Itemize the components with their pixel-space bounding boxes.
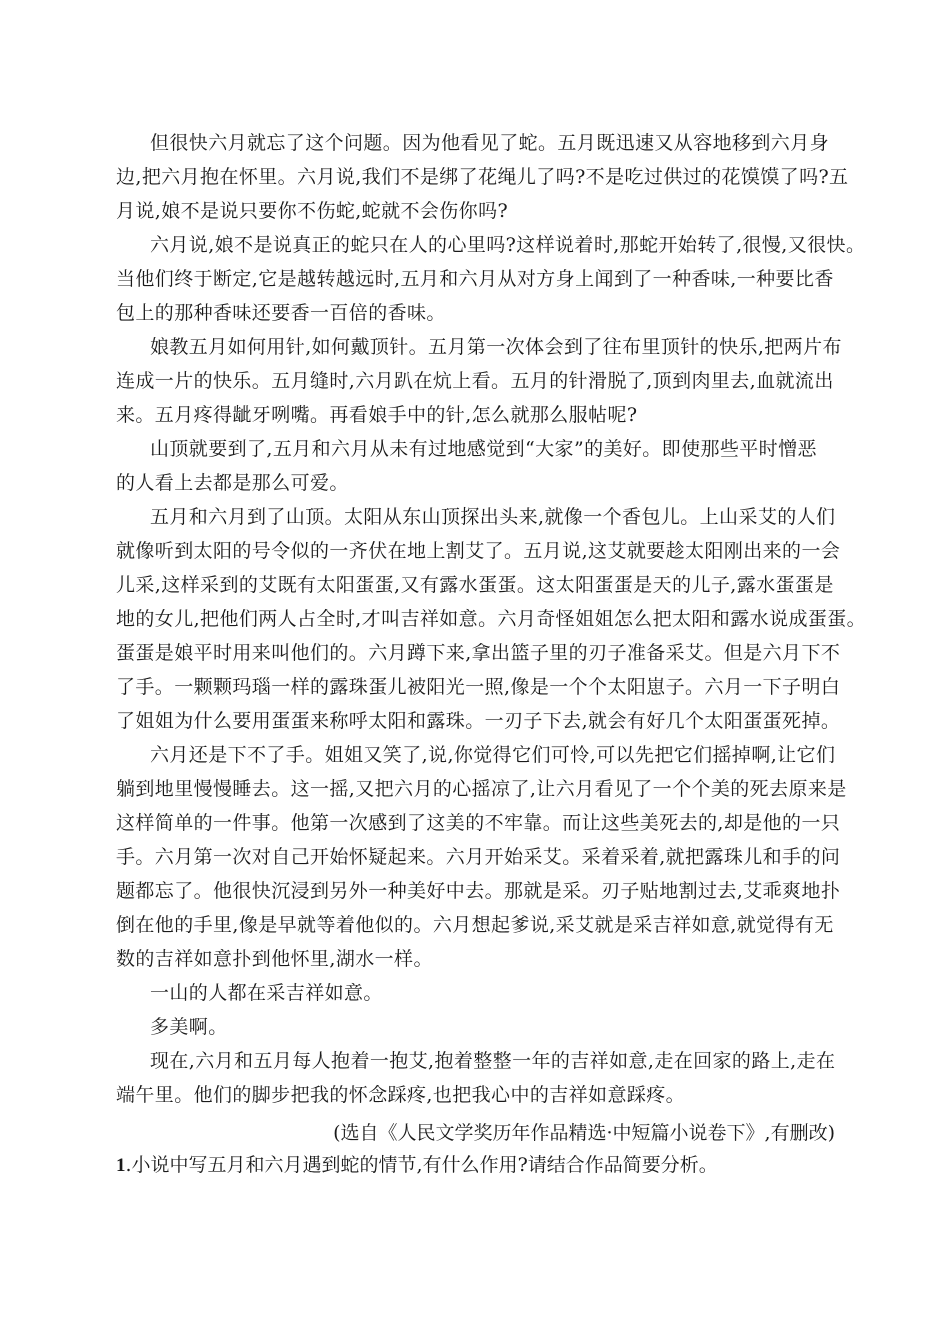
text-line: 现在,六月和五月每人抱着一抱艾,抱着整整一年的吉祥如意,走在回家的路上,走在: [150, 1050, 836, 1072]
text-line: 一山的人都在采吉祥如意。: [150, 982, 383, 1004]
text-line: 月说,娘不是说只要你不伤蛇,蛇就不会伤你吗?: [116, 200, 509, 222]
text-line: 包上的那种香味还要香一百倍的香味。: [116, 302, 446, 324]
text-line: 的人看上去都是那么可爱。: [116, 472, 349, 494]
text-line: 山顶就要到了,五月和六月从未有过地感觉到“大家”的美好。即使那些平时憎恶: [150, 438, 817, 460]
text-line: 六月还是下不了手。姐姐又笑了,说,你觉得它们可怜,可以先把它们摇掉啊,让它们: [150, 744, 836, 766]
text-line: 边,把六月抱在怀里。六月说,我们不是绑了花绳儿了吗?不是吃过供过的花馍馍了吗?五: [116, 166, 849, 188]
text-line: 六月说,娘不是说真正的蛇只在人的心里吗?这样说着时,那蛇开始转了,很慢,又很快。: [150, 234, 866, 256]
text-line: 五月和六月到了山顶。太阳从东山顶探出头来,就像一个香包儿。上山采艾的人们: [150, 506, 836, 528]
text-line: 数的吉祥如意扑到他怀里,湖水一样。: [116, 948, 433, 970]
text-line: 蛋蛋是娘平时用来叫他们的。六月蹲下来,拿出篮子里的刃子准备采艾。但是六月下不: [116, 642, 841, 664]
text-line: 这样简单的一件事。他第一次感到了这美的不牢靠。而让这些美死去的,却是他的一只: [116, 812, 841, 834]
text-line: 来。五月疼得龇牙咧嘴。再看娘手中的针,怎么就那么服帖呢?: [116, 404, 638, 426]
question-number: 1: [116, 1155, 126, 1176]
text-line: 题都忘了。他很快沉浸到另外一种美好中去。那就是采。刃子贴地割过去,艾乖爽地扑: [116, 880, 841, 902]
text-line: 倒在他的手里,像是早就等着他似的。六月想起爹说,采艾就是采吉祥如意,就觉得有无: [116, 914, 834, 936]
text-line: 地的女儿,把他们两人占全时,才叫吉祥如意。六月奇怪姐姐怎么把太阳和露水说成蛋蛋。: [116, 608, 867, 630]
text-line: 了手。一颗颗玛瑙一样的露珠蛋儿被阳光一照,像是一个个太阳崽子。六月一下子明白: [116, 676, 841, 698]
text-line: 儿采,这样采到的艾既有太阳蛋蛋,又有露水蛋蛋。这太阳蛋蛋是天的儿子,露水蛋蛋是: [116, 574, 834, 596]
question: [116, 1152, 718, 1179]
text-line: 手。六月第一次对自己开始怀疑起来。六月开始采艾。采着采着,就把露珠儿和手的问: [116, 846, 841, 868]
question-text: .小说中写五月和六月遇到蛇的情节,有什么作用?请结合作品简要分析。: [125, 1154, 718, 1176]
source-citation: (选自《人民文学奖历年作品精选·中短篇小说卷下》,有删改): [333, 1122, 835, 1144]
text-line: 就像听到太阳的号令似的一齐伏在地上割艾了。五月说,这艾就要趁太阳刚出来的一会: [116, 540, 841, 562]
text-line: 端午里。他们的脚步把我的怀念踩疼,也把我心中的吉祥如意踩疼。: [116, 1084, 686, 1106]
text-line: 但很快六月就忘了这个问题。因为他看见了蛇。五月既迅速又从容地移到六月身: [150, 132, 830, 154]
text-line: 多美啊。: [150, 1016, 228, 1038]
text-line: 当他们终于断定,它是越转越远时,五月和六月从对方身上闻到了一种香味,一种要比香: [116, 268, 834, 290]
text-line: 了姐姐为什么要用蛋蛋来称呼太阳和露珠。一刃子下去,就会有好几个太阳蛋蛋死掉。: [116, 710, 841, 732]
text-line: 躺到地里慢慢睡去。这一摇,又把六月的心摇凉了,让六月看见了一个个美的死去原来是: [116, 778, 847, 800]
text-line: 娘教五月如何用针,如何戴顶针。五月第一次体会到了往布里顶针的快乐,把两片布: [150, 336, 842, 358]
text-line: 连成一片的快乐。五月缝时,六月趴在炕上看。五月的针滑脱了,顶到肉里去,血就流出: [116, 370, 834, 392]
